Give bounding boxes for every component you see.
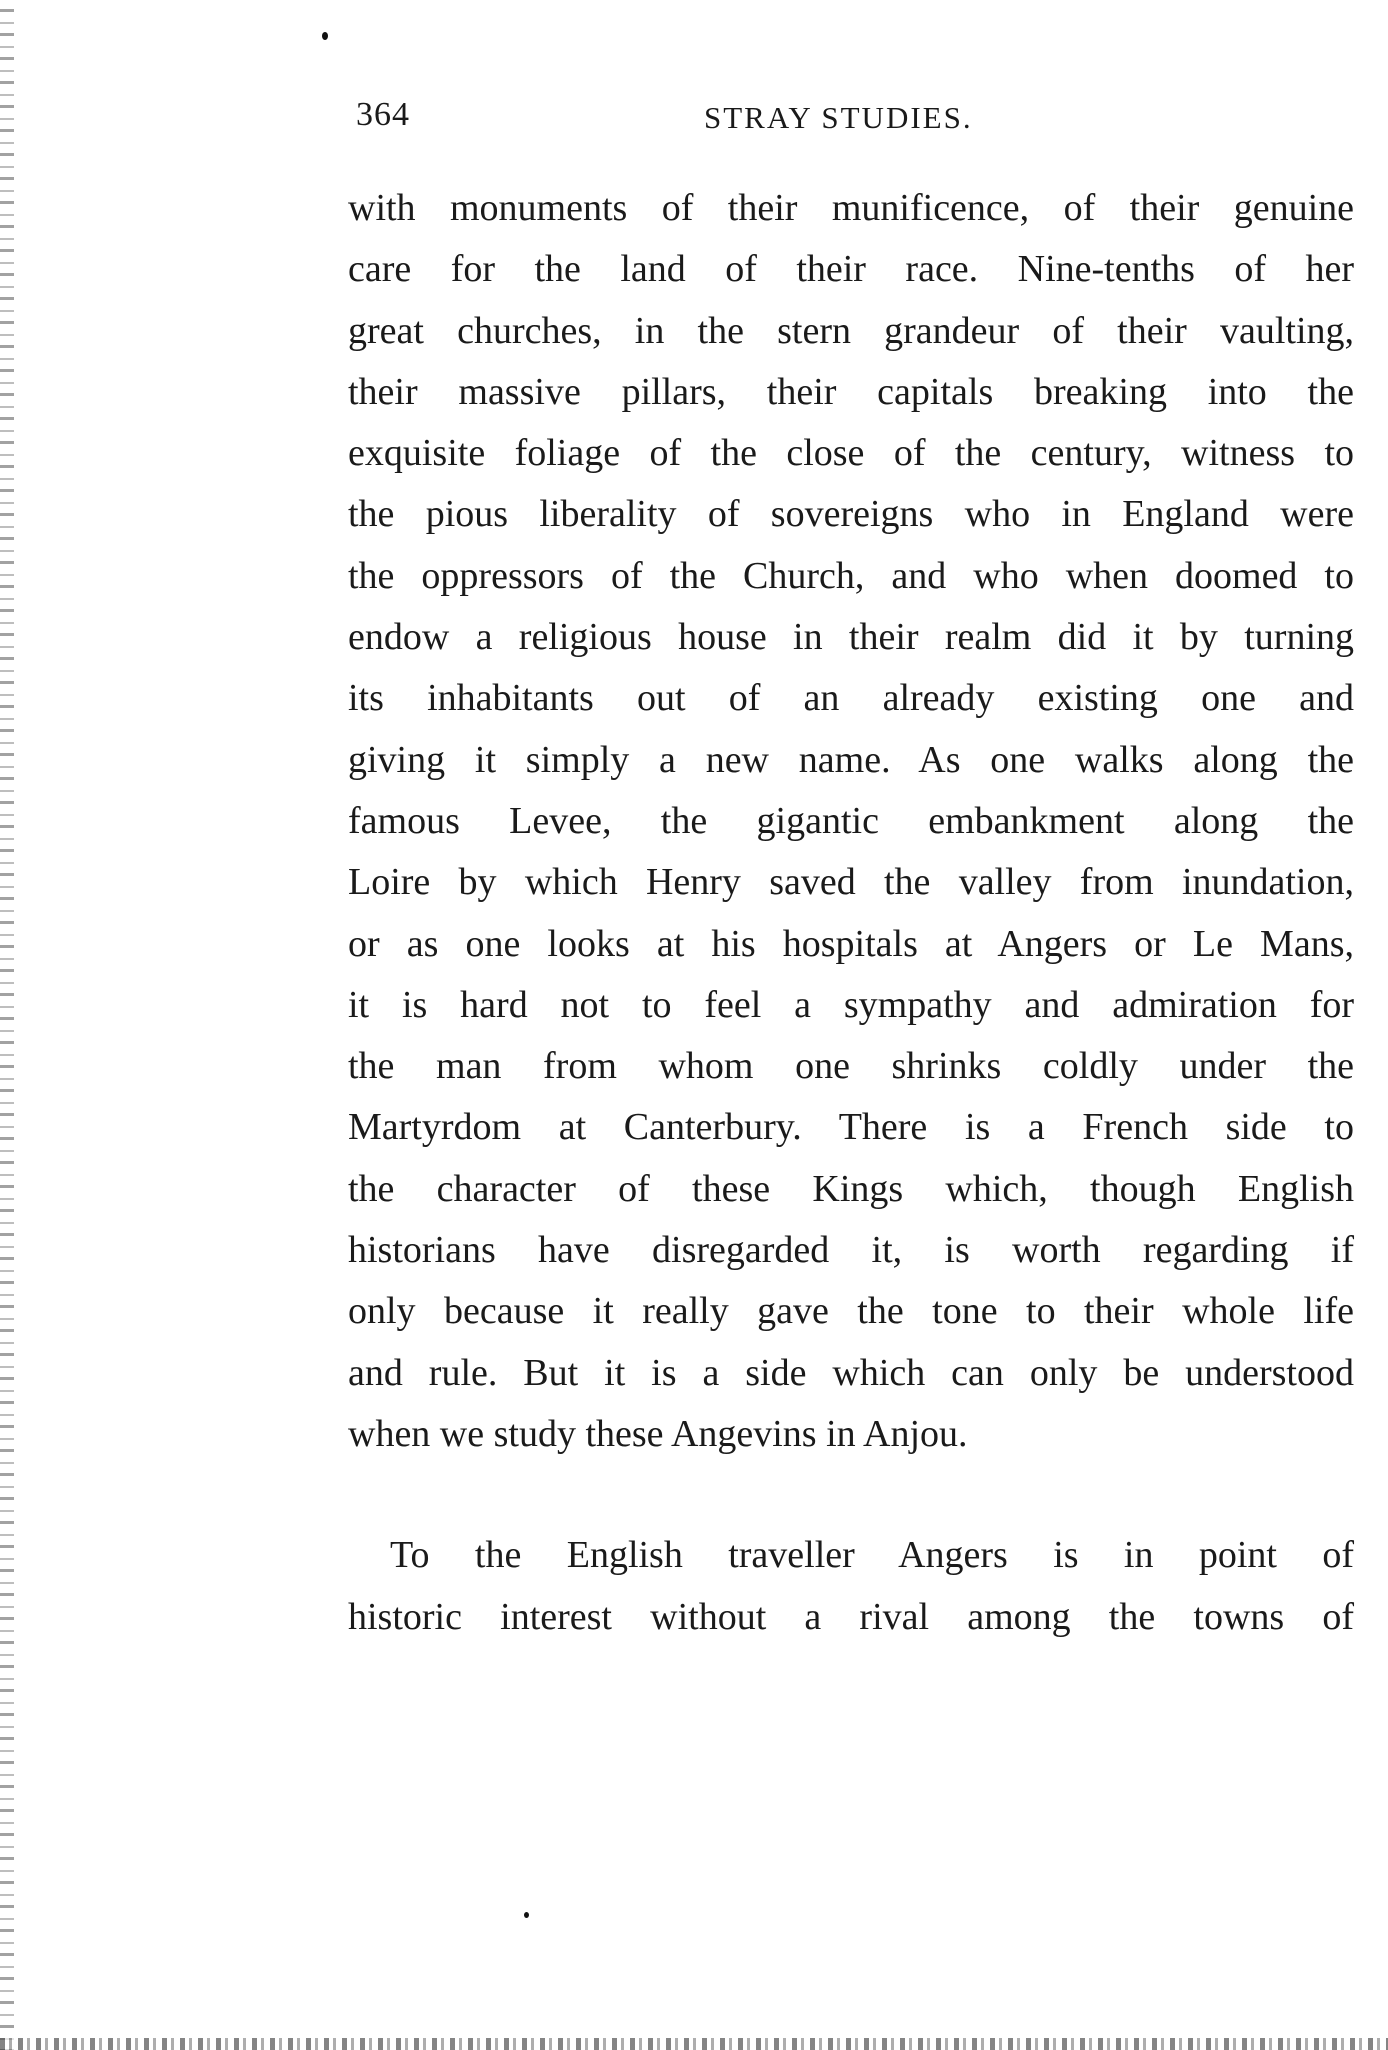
text-line: and rule. But it is a side which can only be understood [348,1351,1354,1394]
paragraph-gap [348,1465,1354,1525]
page-bottom-edge [0,2038,1388,2050]
ink-speck [524,1912,529,1918]
text-line: when we study these Angevins in Anjou. [348,1412,968,1455]
text-line: Martyrdom at Canterbury. There is a French side to [348,1106,1354,1149]
text-line: the oppressors of the Church, and who when doomed to [348,554,1354,597]
text-line: exquisite foliage of the close of the century, witness to [348,432,1354,475]
text-line: great churches, in the stern grandeur of their vaulting, [348,309,1354,352]
page-number: 364 [356,96,410,133]
text-line: To the English traveller Angers is in point of [390,1534,1354,1577]
paragraph [348,178,1354,1465]
text-line: historic interest without a rival among the towns of [348,1595,1354,1638]
text-line: their massive pillars, their capitals breaking into the [348,370,1354,413]
text-line: giving it simply a new name. As one walks along the [348,738,1354,781]
text-line: historians have disregarded it, is worth regarding if [348,1229,1354,1272]
text-line: the man from whom one shrinks coldly under the [348,1045,1354,1088]
ink-speck [322,32,328,40]
text-line: the character of these Kings which, though English [348,1167,1354,1210]
text-line: Loire by which Henry saved the valley from inundation, [348,861,1354,904]
text-line: famous Levee, the gigantic embankment along the [348,799,1354,842]
text-line: its inhabitants out of an already existing one and [348,677,1354,720]
text-line: care for the land of their race. Nine-tenths of her [348,248,1354,291]
text-line: only because it really gave the tone to their whole life [348,1290,1354,1333]
text-line: it is hard not to feel a sympathy and admiration for [348,983,1354,1026]
running-title: STRAY STUDIES. [704,100,973,135]
body-text [348,178,1354,1648]
text-line: the pious liberality of sovereigns who in England were [348,493,1354,536]
text-line: with monuments of their munificence, of their genuine [348,187,1354,229]
binding-gutter [0,0,14,2050]
text-line: or as one looks at his hospitals at Angers or Le Mans, [348,922,1354,965]
text-line: endow a religious house in their realm did it by turning [348,616,1354,659]
paragraph [348,1525,1354,1648]
running-header [356,96,1020,142]
